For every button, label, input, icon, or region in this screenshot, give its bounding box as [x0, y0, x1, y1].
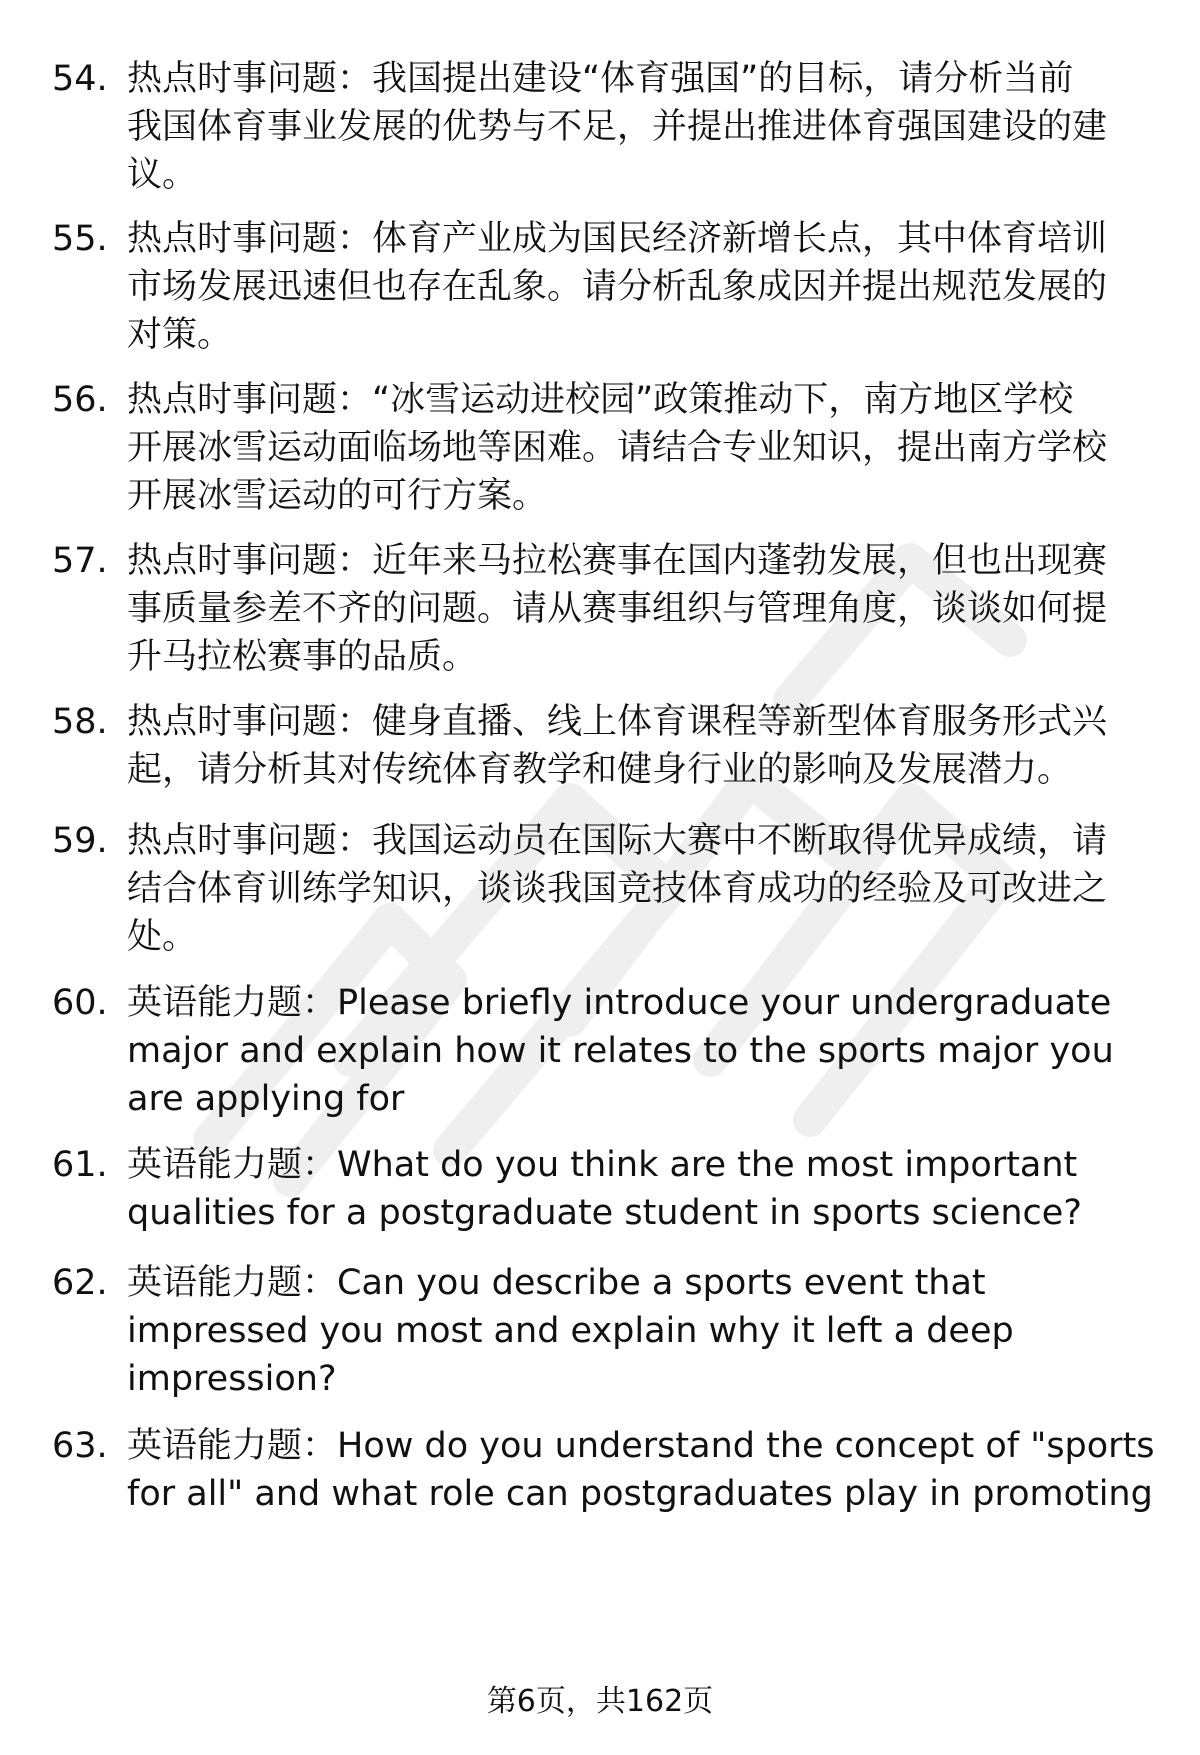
- item-number: 54.: [52, 59, 108, 99]
- item-number: 61.: [52, 1145, 108, 1185]
- list-item: [52, 376, 1162, 520]
- item-number: 56.: [52, 380, 108, 420]
- list-item: [52, 1259, 1162, 1403]
- item-text: 热点时事问题：近年来马拉松赛事在国内蓬勃发展，但也出现赛 事质量参差不齐的问题。请从赛事组织与管理角度，谈谈如何提 升马拉松赛事的品质。: [127, 541, 1108, 677]
- item-number: 57.: [52, 541, 108, 581]
- item-number: 55.: [52, 219, 108, 259]
- list-item: [52, 1141, 1162, 1237]
- item-number: 59.: [52, 821, 108, 861]
- page-number-footer: 第6页，共162页: [486, 1684, 714, 1719]
- item-text: 英语能力题：Can you describe a sports event that impressed you most and explain why it left a deep impression?: [127, 1263, 1014, 1399]
- list-item: [52, 55, 1162, 199]
- item-number: 58.: [52, 702, 108, 742]
- list-item: [52, 537, 1162, 681]
- item-number: 62.: [52, 1263, 108, 1303]
- list-item: [52, 979, 1162, 1123]
- item-text: 热点时事问题：健身直播、线上体育课程等新型体育服务形式兴 起，请分析其对传统体育教学和健身行业的影响及发展潜力。: [127, 702, 1108, 790]
- item-text: 热点时事问题：我国运动员在国际大赛中不断取得优异成绩，请 结合体育训练学知识，谈谈我国竞技体育成功的经验及可改进之 处。: [127, 821, 1108, 957]
- item-number: 60.: [52, 983, 108, 1023]
- item-number: 63.: [52, 1426, 108, 1466]
- item-text: 热点时事问题：体育产业成为国民经济新增长点，其中体育培训 市场发展迅速但也存在乱象。请分析乱象成因并提出规范发展的 对策。: [127, 219, 1108, 355]
- item-text: 热点时事问题：“冰雪运动进校园”政策推动下，南方地区学校 开展冰雪运动面临场地等困难。请结合专业知识，提出南方学校 开展冰雪运动的可行方案。: [127, 380, 1108, 516]
- item-text: 英语能力题：What do you think are the most important qualities for a postgraduate student in sports science?: [127, 1145, 1082, 1233]
- item-text: 热点时事问题：我国提出建设“体育强国”的目标，请分析当前 我国体育事业发展的优势与不足，并提出推进体育强国建设的建 议。: [127, 59, 1108, 195]
- item-text: 英语能力题：Please briefly introduce your undergraduate major and explain how it relates to the sports major you are applying for: [127, 983, 1114, 1119]
- list-item: [52, 1422, 1162, 1518]
- item-text: 英语能力题：How do you understand the concept of "sports for all" and what role can postgraduates play in promoting: [127, 1426, 1155, 1514]
- list-item: [52, 817, 1162, 961]
- list-item: [52, 698, 1162, 794]
- list-item: [52, 215, 1162, 359]
